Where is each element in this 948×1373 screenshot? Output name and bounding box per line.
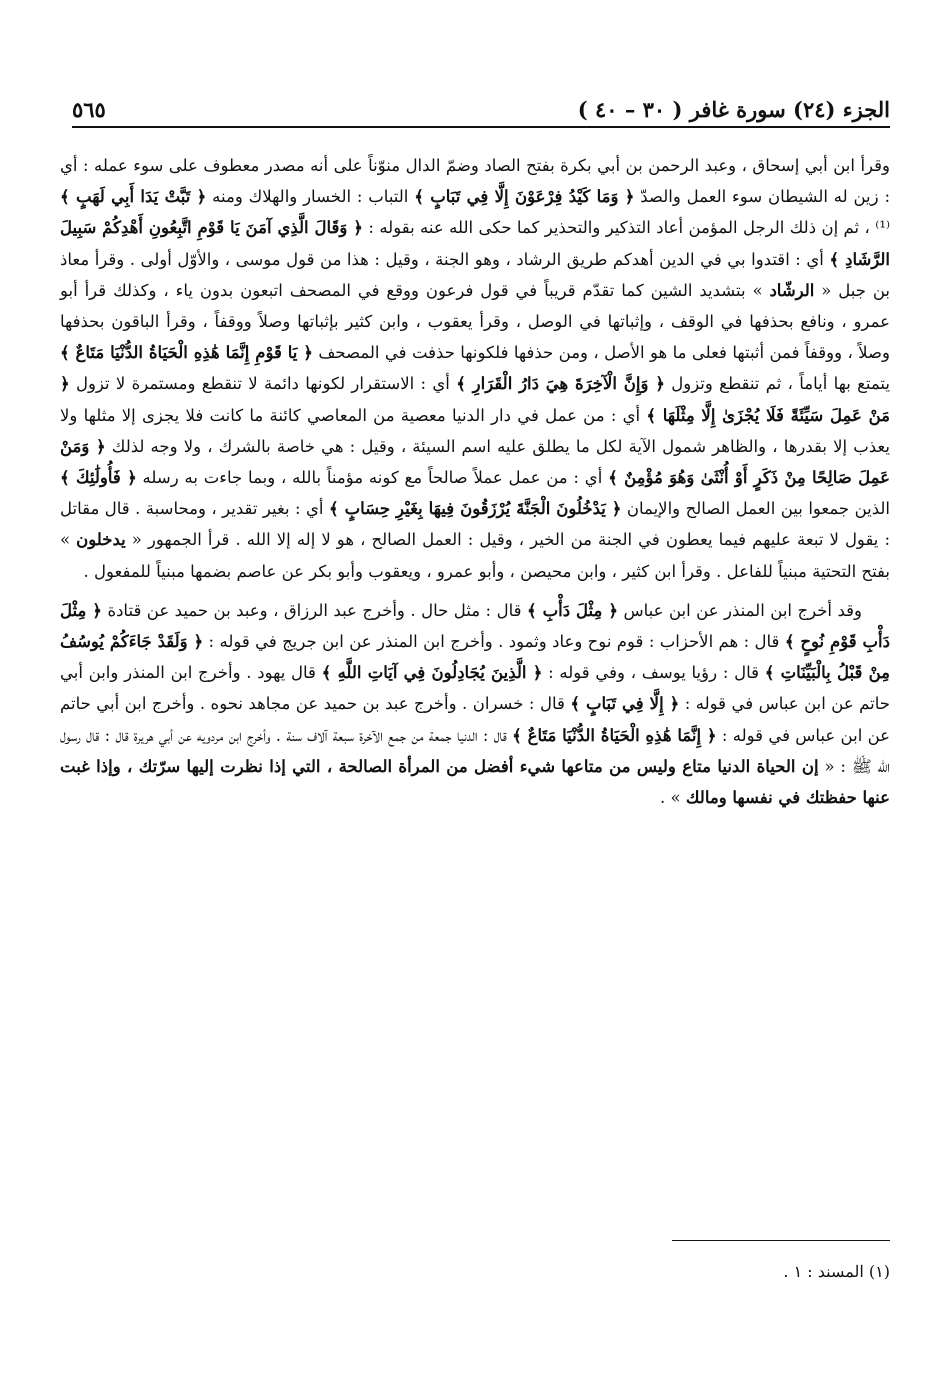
quran-verse: ﴿ فَأُولَٰئِكَ ﴾ [60, 468, 137, 488]
quran-verse: ﴿ يَا قَوْمِ إِنَّمَا هَٰذِهِ الْحَيَاةُ الدُّنْيَا مَتَاعٌ ﴾ [60, 343, 313, 363]
text-run: التباب : الخسار والهلاك ومنه [206, 187, 415, 207]
quran-verse: ﴿ يَدْخُلُونَ الْجَنَّةَ يُرْزَقُونَ فِيهَا بِغَيْرِ حِسَابٍ ﴾ [328, 499, 622, 519]
text-run: وقد أخرج ابن المنذر عن ابن عباس [618, 600, 862, 620]
quran-verse: ﴿ إِلَّا فِي تَبَابٍ ﴾ [570, 694, 680, 714]
quran-verse: ﴿ مِثْلَ دَأْبِ قَوْمِ نُوحٍ ﴾ [60, 600, 890, 652]
quran-verse: ﴿ وَمَا كَيْدُ فِرْعَوْنَ إِلَّا فِي تَبَابٍ ﴾ [414, 187, 635, 207]
text-run: » بتشديد الشين كما تقدّم قريباً في قول فرعون ووقع في المصحف اتبعون بدون ياء ، وكذلك قرأ أبو عمرو ، ونافع بحذفها في الوقف ، وإثباتها في الوصل ، وقرأ يعقوب ، وابن كثير بإثباتها وصلاً ووقفاً ، وقرأ الباقون بحذفها وصلاً ، ووقفاً فمن أثبتها فعلى ما هو الأصل ، ومن حذفها فلكونها حذفت في المصحف [60, 280, 890, 363]
quran-verse: ﴿ وَإِنَّ الْآخِرَةَ هِيَ دَارُ الْقَرَارِ ﴾ [456, 374, 665, 394]
text-run: » . [660, 788, 686, 808]
quran-verse: ﴿ إِنَّمَا هَٰذِهِ الْحَيَاةُ الدُّنْيَا مَتَاعٌ ﴾ [512, 725, 717, 745]
footnote-ref-text: ⁽¹⁾ ، ثم إن ذلك الرجل المؤمن أعاد التذكير والتحذير كما حكى الله عنه بقوله : [362, 218, 890, 238]
quran-verse: ﴿ مِثْلَ دَأْبِ ﴾ [526, 600, 618, 620]
quran-verse: ﴿ وَلَقَدْ جَاءَكُمْ يُوسُفُ مِنْ قَبْلُ بِالْبَيِّنَاتِ ﴾ [60, 632, 890, 683]
text-run: أي : الاستقرار لكونها دائمة لا تنقطع ومستمرة لا تزول [69, 374, 457, 394]
footnote-separator [672, 1240, 890, 1241]
hadith-text: إن الحياة الدنيا متاع وليس من متاعها شيء أفضل من المرأة الصالحة ، التي إذا نظرت إليها سرّتك ، وإذا غبت عنها حفظتك في نفسها ومالك [60, 756, 890, 808]
text-run: قال : الدنيا جمعة من جمع الآخرة سبعة آلاف سنة . وأخرج ابن مردويه عن أبي هريرة قال : قال رسول الله ﷺ : « [60, 725, 890, 776]
quran-verse: ﴿ تَبَّتْ يَدَا أَبِي لَهَبٍ ﴾ [60, 187, 207, 207]
text-run: قال : رؤيا يوسف ، وفي قوله : [542, 663, 765, 683]
reading-variant: يدخلون [76, 530, 126, 550]
text-run: » بفتح التحتية مبنياً للفاعل . وقرأ ابن كثير ، وابن محيصن ، وأبو عمرو ، ويعقوب وأبو بكر عن عاصم بضمها مبنياً للمفعول . [60, 530, 890, 581]
running-header [72, 92, 890, 128]
text-run: الذين جمعوا بين العمل الصالح والإيمان [621, 499, 891, 519]
text-run: أي : بغير تقدير ، ومحاسبة . قال مقاتل : يقول لا تبعة عليهم فيما يعطون في الجنة من الخير ، وقيل : العمل الصالح ، هو لا إله إلا الله . قرأ الجمهور « [60, 499, 891, 550]
text-run: أي : اقتدوا بي في الدين أهدكم طريق الرشاد ، وهو الجنة ، وقيل : هذا من قول موسى ، والأوّل أولى . وقرأ معاذ بن جبل « [60, 249, 890, 300]
footnote: (١) المسند : ١ . [783, 1262, 890, 1281]
text-run: أي : من عمل في دار الدنيا معصية من المعاصي كائنة ما كانت فلا يجزى إلا مثلها ولا يعذب إلا بقدرها ، والظاهر شمول الآية لكل ما يطلق عليه اسم السيئة ، وقيل : هي خاصة بالشرك ، ولا وجه لذلك [60, 405, 890, 456]
paragraph-narrations [60, 595, 890, 813]
quran-verse: ﴿ مَنْ عَمِلَ سَيِّئَةً فَلَا يُجْزَىٰ إِلَّا مِثْلَهَا ﴾ [60, 374, 890, 425]
reading-variant: الرشّاد [769, 280, 815, 300]
text-run: قال يهود . وأخرج ابن المنذر وابن أبي حاتم عن ابن عباس في قوله : [60, 663, 890, 714]
text-run: أي : من عمل عملاً صالحاً مع كونه مؤمناً بالله ، وبما جاءت به رسله [136, 468, 609, 488]
quran-verse: ﴿ وَقَالَ الَّذِي آمَنَ يَا قَوْمِ اتَّبِعُونِ أَهْدِكُمْ سَبِيلَ الرَّشَادِ ﴾ [60, 218, 891, 269]
text-run: قال : مثل حال . وأخرج عبد الرزاق ، وعبد بن حميد عن قتادة [101, 600, 527, 620]
quran-verse: ﴿ الَّذِينَ يُجَادِلُونَ فِي آيَاتِ اللَّهِ ﴾ [321, 663, 543, 683]
page-number: ٥٦٥ [72, 96, 106, 122]
quran-verse: ﴿ وَمَنْ عَمِلَ صَالِحًا مِنْ ذَكَرٍ أَوْ أُنْثَىٰ وَهُوَ مُؤْمِنٌ ﴾ [60, 436, 890, 488]
running-header-title: الجزء (٢٤) سورة غافر ( ٣٠ – ٤٠ ) [577, 96, 890, 122]
text-run: يتمتع بها أياماً ، ثم تنقطع وتزول [664, 374, 890, 394]
text-run: قال : خسران . وأخرج عبد بن حميد عن مجاهد نحوه . وأخرج ابن أبي حاتم عن ابن عباس في قوله : [60, 694, 891, 745]
paragraph-commentary [60, 150, 890, 587]
text-run: وقرأ ابن أبي إسحاق ، وعبد الرحمن بن أبي بكرة بفتح الصاد وضمّ الدال منوّناً على أنه مصدر معطوف على سوء عمله : أي : زين له الشيطان سوء العمل والصدّ [60, 156, 891, 207]
text-run: قال : هم الأحزاب : قوم نوح وعاد وثمود . وأخرج ابن المنذر عن ابن جريج في قوله : [203, 632, 785, 652]
main-text [60, 150, 890, 813]
